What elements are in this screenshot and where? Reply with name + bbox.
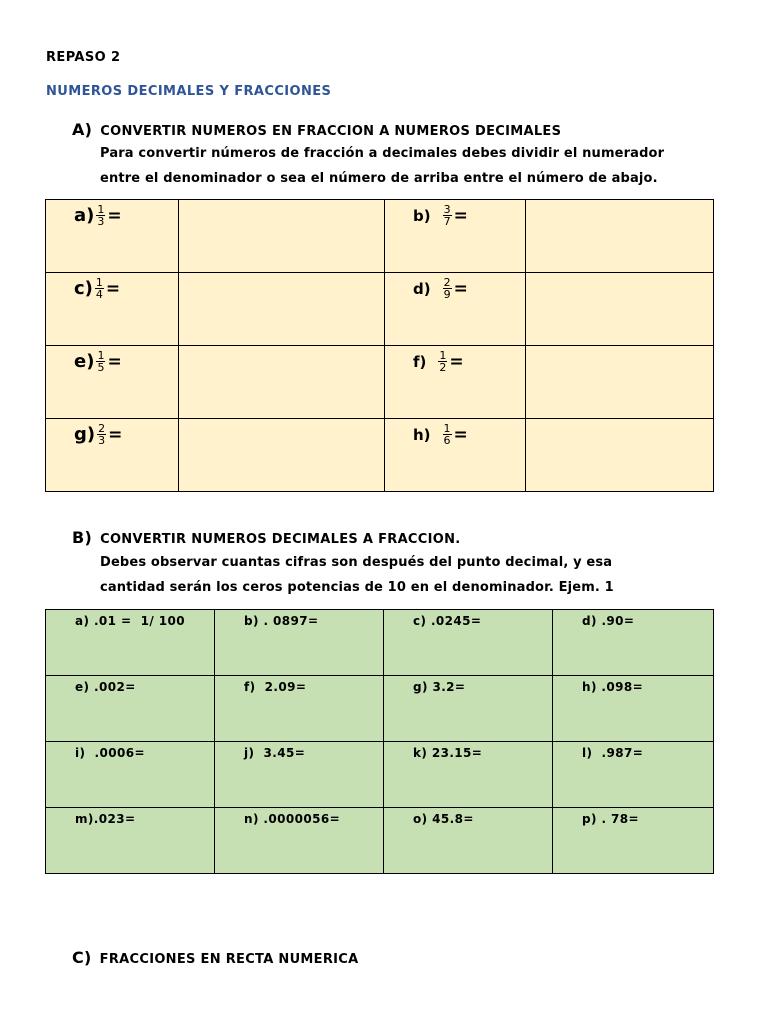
table-row (46, 808, 714, 874)
fraction-expression (46, 273, 178, 300)
item-label: d) (413, 279, 431, 298)
item-label: h) (413, 425, 431, 444)
item-label: g) (74, 424, 96, 445)
fraction (438, 350, 447, 373)
decimal-cell[interactable] (46, 808, 215, 874)
numerator: 1 (97, 203, 105, 216)
section-c-title: FRACCIONES EN RECTA NUMERICA (99, 952, 359, 967)
decimal-item: f) 2.09= (244, 680, 307, 694)
answer-cell[interactable] (179, 200, 385, 273)
fraction-cell (46, 346, 179, 419)
decimal-cell[interactable] (215, 742, 384, 808)
answer-cell[interactable] (526, 273, 714, 346)
decimal-item: d) .90= (582, 614, 635, 628)
denominator: 3 (97, 215, 105, 228)
decimal-item: c) .0245= (413, 614, 482, 628)
section-b-instructions (100, 550, 614, 600)
numerator: 3 (443, 203, 451, 216)
fraction-cell (385, 419, 526, 492)
instruction-line: entre el denominador o sea el número de arriba entre el número de abajo. (100, 171, 658, 186)
fraction-to-decimal-table (45, 199, 714, 492)
fraction-cell (46, 419, 179, 492)
equals-sign: = (453, 278, 468, 299)
denominator: 5 (97, 361, 105, 374)
numerator: 2 (98, 422, 106, 435)
decimal-to-fraction-table (45, 609, 714, 874)
answer-cell[interactable] (179, 346, 385, 419)
denominator: 9 (443, 288, 451, 301)
decimal-item: o) 45.8= (413, 812, 474, 826)
answer-cell[interactable] (179, 273, 385, 346)
decimal-cell[interactable] (215, 808, 384, 874)
decimal-item: h) .098= (582, 680, 644, 694)
decimal-item: g) 3.2= (413, 680, 466, 694)
equals-sign: = (449, 351, 464, 372)
numerator: 2 (443, 276, 451, 289)
numerator: 1 (439, 349, 447, 362)
equals-sign: = (453, 424, 468, 445)
section-b-letter: B) (72, 528, 93, 547)
decimal-cell[interactable] (553, 808, 714, 874)
equals-sign: = (108, 424, 123, 445)
item-label: a) (74, 205, 95, 226)
denominator: 2 (439, 361, 447, 374)
numerator: 1 (95, 276, 103, 289)
decimal-item: a) .01 = 1/ 100 (75, 614, 185, 628)
decimal-cell[interactable] (215, 676, 384, 742)
item-label: c) (74, 278, 93, 299)
decimal-item: e) .002= (75, 680, 136, 694)
fraction-cell (385, 200, 526, 273)
decimal-item: p) . 78= (582, 812, 639, 826)
fraction (96, 350, 105, 373)
instruction-line: Para convertir números de fracción a decimales debes dividir el numerador (100, 146, 665, 161)
decimal-cell[interactable] (553, 676, 714, 742)
decimal-item: l) .987= (582, 746, 644, 760)
fraction-expression (385, 419, 525, 446)
equals-sign: = (107, 351, 122, 372)
decimal-cell[interactable] (384, 610, 553, 676)
table-row (46, 346, 714, 419)
section-c-heading (72, 948, 359, 967)
fraction (443, 277, 452, 300)
denominator: 7 (443, 215, 451, 228)
fraction (97, 423, 106, 446)
table-row (46, 742, 714, 808)
equals-sign: = (453, 205, 468, 226)
fraction-cell (385, 346, 526, 419)
page-subtitle: NUMEROS DECIMALES Y FRACCIONES (46, 84, 332, 99)
equals-sign: = (107, 205, 122, 226)
instruction-line: Debes observar cuantas cifras son después del punto decimal, y esa (100, 555, 613, 570)
fraction (443, 204, 452, 227)
answer-cell[interactable] (526, 200, 714, 273)
fraction-expression (46, 419, 178, 446)
section-a-instructions (100, 141, 664, 191)
section-a-title: CONVERTIR NUMEROS EN FRACCION A NUMEROS DECIMALES (100, 124, 562, 139)
fraction-expression (385, 346, 525, 373)
section-b-heading (72, 528, 461, 547)
numerator: 1 (443, 422, 451, 435)
decimal-item: b) . 0897= (244, 614, 319, 628)
section-a-letter: A) (72, 120, 93, 139)
item-label: e) (74, 351, 95, 372)
answer-cell[interactable] (526, 419, 714, 492)
fraction-cell (46, 273, 179, 346)
table-row (46, 676, 714, 742)
denominator: 6 (443, 434, 451, 447)
fraction-cell (46, 200, 179, 273)
answer-cell[interactable] (179, 419, 385, 492)
decimal-item: k) 23.15= (413, 746, 483, 760)
fraction-cell (385, 273, 526, 346)
decimal-cell[interactable] (553, 742, 714, 808)
decimal-cell[interactable] (215, 610, 384, 676)
decimal-cell[interactable] (384, 676, 553, 742)
decimal-cell[interactable] (46, 676, 215, 742)
fraction (443, 423, 452, 446)
fraction-expression (46, 200, 178, 227)
decimal-cell[interactable] (553, 610, 714, 676)
decimal-item: m).023= (75, 812, 136, 826)
decimal-item: j) 3.45= (244, 746, 306, 760)
numerator: 1 (97, 349, 105, 362)
item-label: b) (413, 206, 431, 225)
decimal-item: n) .0000056= (244, 812, 341, 826)
page-title: REPASO 2 (46, 50, 121, 65)
decimal-cell[interactable] (46, 742, 215, 808)
instruction-line: cantidad serán los ceros potencias de 10 en el denominador. Ejem. 1 (100, 580, 614, 595)
table-row (46, 610, 714, 676)
fraction-expression (385, 200, 525, 227)
denominator: 4 (95, 288, 103, 301)
fraction-expression (385, 273, 525, 300)
denominator: 3 (98, 434, 106, 447)
fraction (96, 204, 105, 227)
answer-cell[interactable] (526, 346, 714, 419)
section-b-title: CONVERTIR NUMEROS DECIMALES A FRACCION. (100, 532, 461, 547)
table-row (46, 200, 714, 273)
decimal-cell[interactable] (384, 742, 553, 808)
decimal-item: i) .0006= (75, 746, 145, 760)
table-row (46, 273, 714, 346)
equals-sign: = (105, 278, 121, 299)
section-c-letter: C) (72, 948, 92, 967)
fraction-expression (46, 346, 178, 373)
item-label: f) (413, 352, 427, 371)
decimal-cell[interactable] (384, 808, 553, 874)
fraction (95, 277, 104, 300)
decimal-cell[interactable] (46, 610, 215, 676)
section-a-heading (72, 120, 561, 139)
table-row (46, 419, 714, 492)
